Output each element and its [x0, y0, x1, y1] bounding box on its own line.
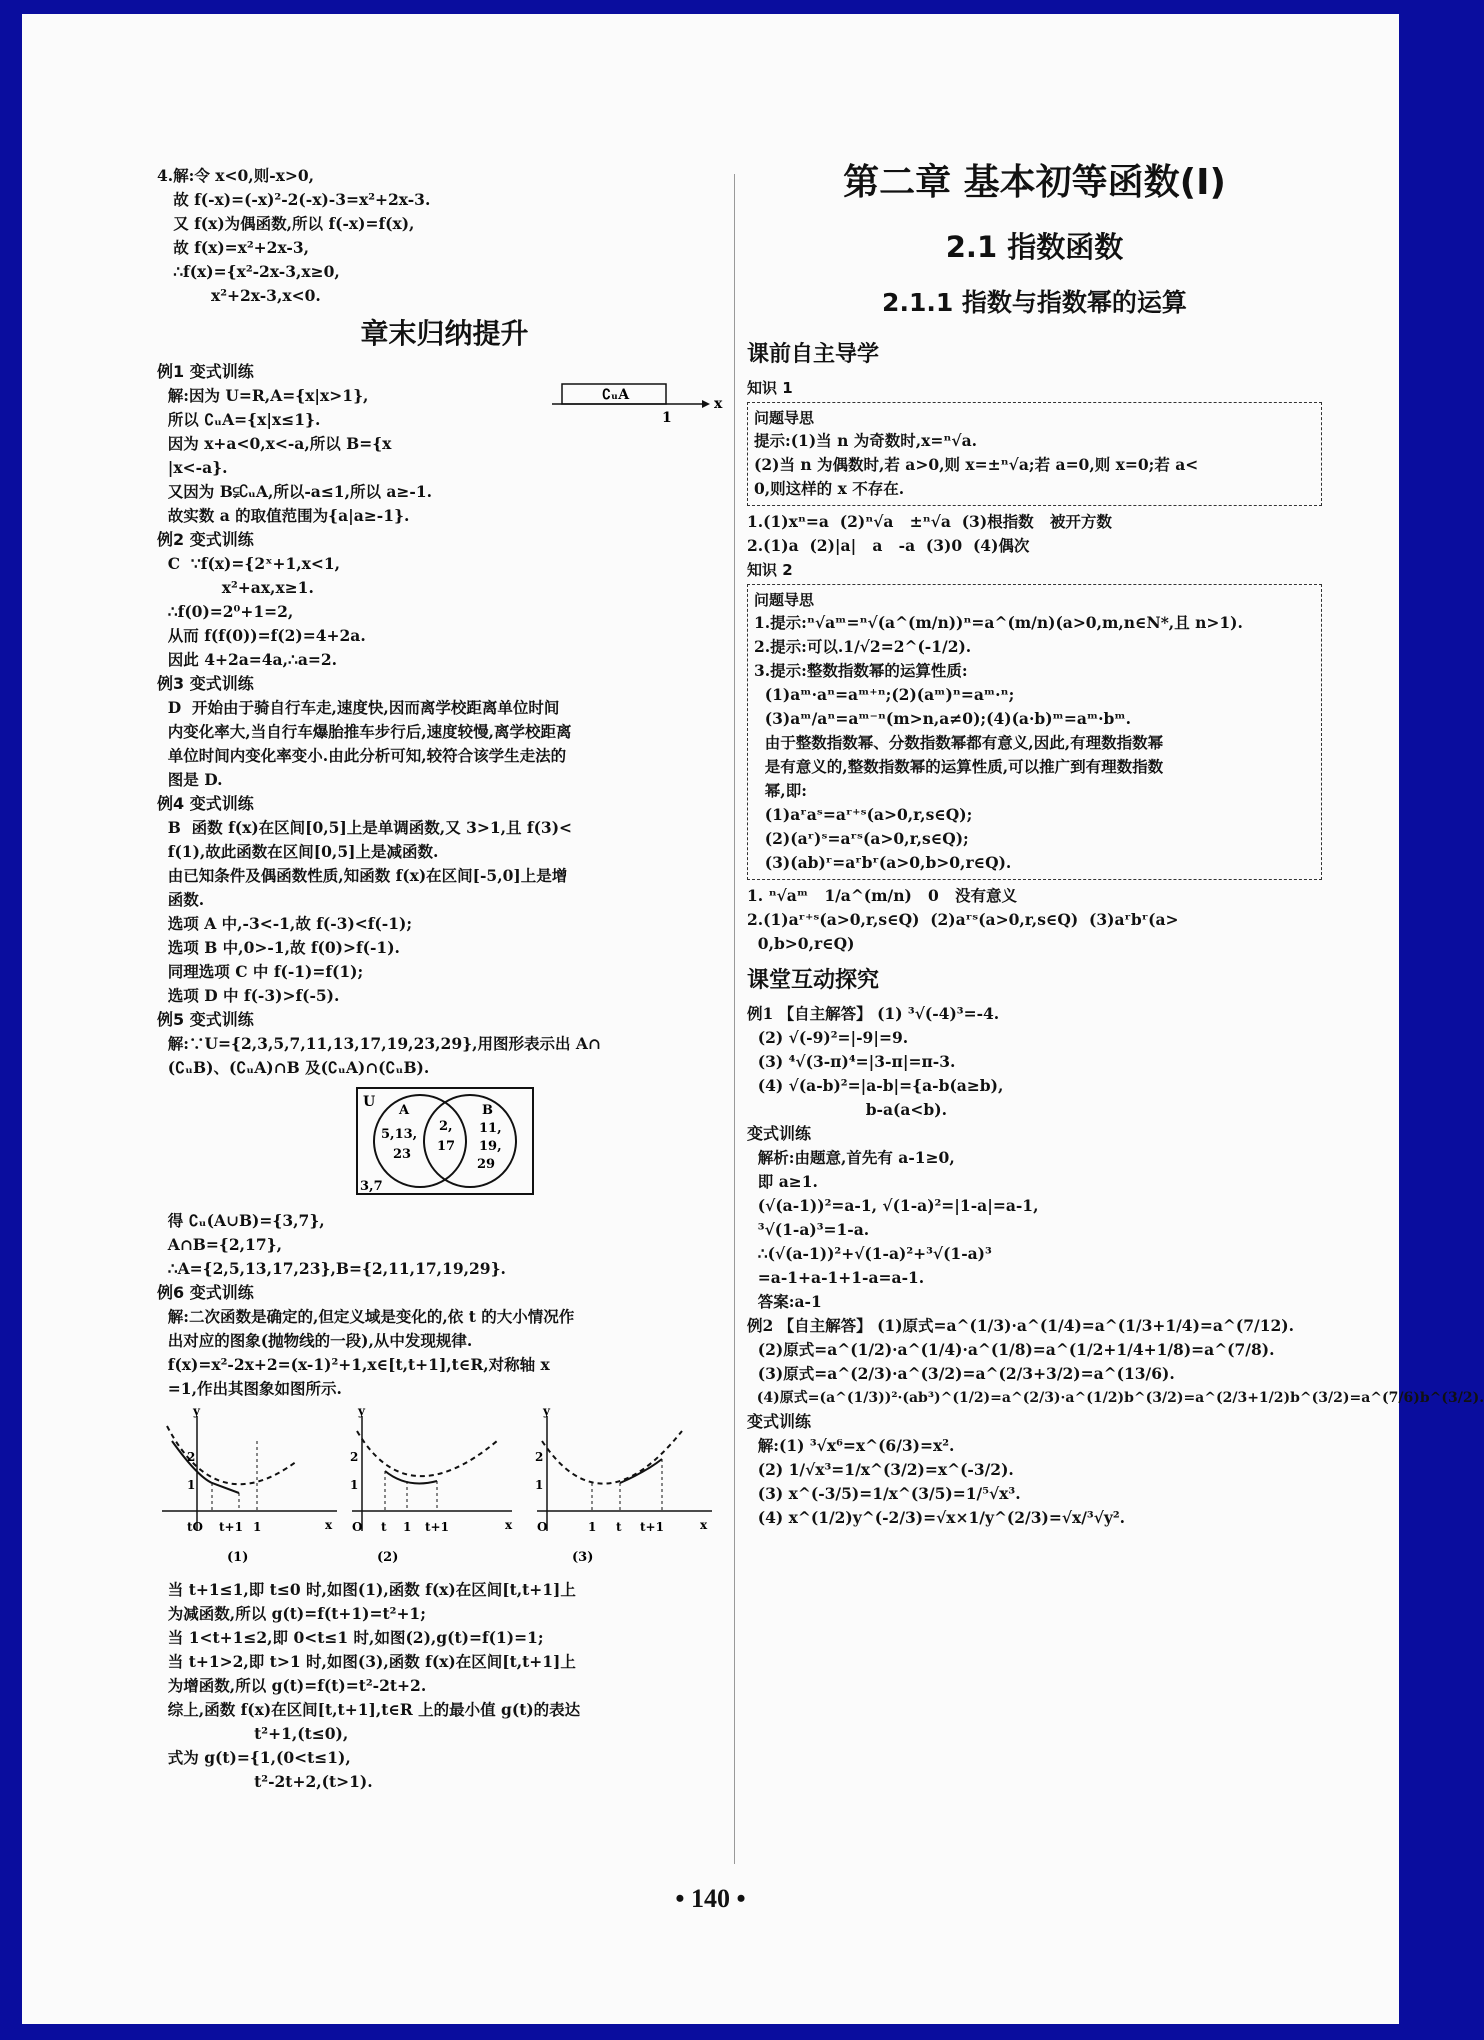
- right-variant-1: [747, 1122, 1322, 1314]
- text-line: 1.提示:ⁿ√aᵐ=ⁿ√(a^(m/n))ⁿ=a^(m/n)(a>0,m,n∈N*,且 n>1).: [754, 613, 1243, 632]
- text-line: 从而 f(f(0))=f(2)=4+2a.: [157, 626, 366, 645]
- text-line: t²+1,(t≤0),: [157, 1724, 349, 1743]
- venn-figure: [157, 1086, 732, 1203]
- text-line: (∁ᵤB)、(∁ᵤA)∩B 及(∁ᵤA)∩(∁ᵤB).: [157, 1058, 430, 1077]
- text-line: 是有意义的,整数指数幂的运算性质,可以推广到有理数指数: [754, 757, 1164, 776]
- knowledge-2: [747, 558, 1322, 956]
- text-line: (1)aʳaˢ=aʳ⁺ˢ(a>0,r,s∈Q);: [754, 805, 973, 824]
- example-heading: 例2 变式训练: [157, 530, 254, 549]
- text-line: (3)aᵐ/aⁿ=aᵐ⁻ⁿ(m>n,a≠0);(4)(a·b)ᵐ=aᵐ·bᵐ.: [754, 709, 1132, 728]
- text-line: (3)原式=a^(2/3)·a^(3/2)=a^(2/3+3/2)=a^(13/6).: [747, 1364, 1175, 1383]
- text-line: 当 t+1>2,即 t>1 时,如图(3),函数 f(x)在区间[t,t+1]上: [157, 1652, 576, 1671]
- venn-a-only: 5,13,: [380, 1127, 417, 1142]
- svg-text:O: O: [352, 1520, 363, 1534]
- venn-b-label: B: [481, 1103, 493, 1118]
- example-heading: 例3 变式训练: [157, 674, 254, 693]
- venn-a-label: A: [398, 1103, 409, 1118]
- text-line: (4)原式=(a^(1/3))²·(ab³)^(1/2)=a^(2/3)·a^(1/2)b^(3/2)=a^(2/3+1/2)b^(3/2)=a^(7/6)b^(3/2).: [747, 1390, 1484, 1406]
- svg-text:t+1: t+1: [640, 1520, 664, 1534]
- document-page: [22, 14, 1484, 2024]
- venn-b-only: 11,: [478, 1121, 502, 1136]
- graph-caption: (2): [377, 1550, 399, 1565]
- text-line: f(1),故此函数在区间[0,5]上是减函数.: [157, 842, 439, 861]
- parabola-graphs: [157, 1401, 717, 1571]
- text-line: ∴A={2,5,13,17,23},B={2,11,17,19,29}.: [157, 1259, 506, 1278]
- text-line: b-a(a<b).: [747, 1100, 947, 1119]
- svg-text:t: t: [616, 1520, 622, 1534]
- text-line: 4.解:令 x<0,则-x>0,: [157, 166, 315, 185]
- text-line: 解:(1) ³√x⁶=x^(6/3)=x².: [747, 1436, 955, 1455]
- text-line: 出对应的图象(抛物线的一段),从中发现规律.: [157, 1331, 473, 1350]
- text-line: 函数.: [157, 890, 205, 909]
- svg-text:x: x: [325, 1518, 333, 1532]
- svg-text:x: x: [700, 1518, 708, 1532]
- text-line: 1. ⁿ√aᵐ 1/a^(m/n) 0 没有意义: [747, 886, 1017, 905]
- right-variant-2: [747, 1410, 1322, 1530]
- left-column: [157, 164, 732, 1794]
- example-heading: 例5 变式训练: [157, 1010, 254, 1029]
- text-line: ∴f(x)={x²-2x-3,x≥0,: [157, 262, 340, 281]
- box-title: 问题导思: [754, 591, 815, 609]
- text-line: 故 f(x)=x²+2x-3,: [157, 238, 310, 257]
- text-line: 所以 ∁ᵤA={x|x≤1}.: [157, 410, 321, 429]
- text-line: 提示:(1)当 n 为奇数时,x=ⁿ√a.: [754, 431, 978, 450]
- svg-text:2: 2: [350, 1450, 359, 1464]
- column-divider: [734, 174, 735, 1864]
- svg-text:x: x: [505, 1518, 513, 1532]
- text-line: |x<-a}.: [157, 458, 228, 477]
- text-line: 0,b>0,r∈Q): [747, 934, 855, 953]
- text-line: ³√(1-a)³=1-a.: [747, 1220, 870, 1239]
- example-3: [157, 672, 732, 792]
- text-line: (2) √(-9)²=|-9|=9.: [747, 1028, 909, 1047]
- text-line: 幂,即:: [754, 781, 807, 800]
- text-line: 因此 4+2a=4a,∴a=2.: [157, 650, 338, 669]
- svg-text:1: 1: [403, 1520, 412, 1534]
- svg-text:y: y: [543, 1404, 550, 1418]
- text-line: 又 f(x)为偶函数,所以 f(-x)=f(x),: [157, 214, 415, 233]
- text-line: =1,作出其图象如图所示.: [157, 1379, 342, 1398]
- text-line: x²+2x-3,x<0.: [157, 286, 321, 305]
- text-line: 内变化率大,当自行车爆胎推车步行后,速度较慢,离学校距离: [157, 722, 572, 741]
- text-line: 解:二次函数是确定的,但定义域是变化的,依 t 的大小情况作: [157, 1307, 575, 1326]
- chapter-title: 第二章 基本初等函数(Ⅰ): [843, 162, 1226, 203]
- text-line: 2.提示:可以.1/√2=2^(-1/2).: [754, 637, 972, 656]
- text-line: 3.提示:整数指数幂的运算性质:: [754, 661, 968, 680]
- venn-diagram: [355, 1086, 535, 1196]
- example-heading: 例1 变式训练: [157, 362, 254, 381]
- venn-u-label: U: [362, 1094, 375, 1110]
- example-2: [157, 528, 732, 672]
- text-line: 得 ∁ᵤ(A∪B)={3,7},: [157, 1211, 325, 1230]
- text-line: 解析:由题意,首先有 a-1≥0,: [747, 1148, 955, 1167]
- text-line: 答案:a-1: [747, 1292, 822, 1311]
- example-heading: 例6 变式训练: [157, 1283, 254, 1302]
- text-line: 选项 D 中 f(-3)>f(-5).: [157, 986, 340, 1005]
- knowledge-label: 知识 2: [747, 561, 793, 579]
- graph-caption: (3): [572, 1550, 594, 1565]
- text-line: 图是 D.: [157, 770, 223, 789]
- page-number: • 140 •: [675, 1884, 746, 1913]
- text-line: (2) 1/√x³=1/x^(3/2)=x^(-3/2).: [747, 1460, 1014, 1479]
- text-line: ∴f(0)=2⁰+1=2,: [157, 602, 294, 621]
- question-box: [747, 402, 1322, 506]
- text-line: 当 t+1≤1,即 t≤0 时,如图(1),函数 f(x)在区间[t,t+1]上: [157, 1580, 576, 1599]
- text-line: 解:∵U={2,3,5,7,11,13,17,19,23,29},用图形表示出 A∩: [157, 1034, 601, 1053]
- example-4: [157, 792, 732, 1008]
- svg-text:y: y: [193, 1404, 200, 1418]
- text-line: (2)原式=a^(1/2)·a^(1/4)·a^(1/8)=a^(1/2+1/4+1/8)=a^(7/8).: [747, 1340, 1275, 1359]
- example-heading: 例4 变式训练: [157, 794, 254, 813]
- example-heading: 变式训练: [747, 1412, 812, 1431]
- svg-text:O: O: [537, 1520, 548, 1534]
- text-line: f(x)=x²-2x+2=(x-1)²+1,x∈[t,t+1],t∈R,对称轴 x: [157, 1355, 550, 1374]
- text-line: 由于整数指数幂、分数指数幂都有意义,因此,有理数指数幂: [754, 733, 1164, 752]
- text-line: (2)当 n 为偶数时,若 a>0,则 x=±ⁿ√a;若 a=0,则 x=0;若 a<: [754, 455, 1199, 474]
- text-line: 故 f(-x)=(-x)²-2(-x)-3=x²+2x-3.: [157, 190, 431, 209]
- text-line: 为减函数,所以 g(t)=f(t+1)=t²+1;: [157, 1604, 426, 1623]
- example-5: [157, 1008, 732, 1281]
- text-line: =a-1+a-1+1-a=a-1.: [747, 1268, 925, 1287]
- venn-intersection: 17: [436, 1139, 455, 1154]
- subsection-title: 2.1.1 指数与指数幂的运算: [882, 288, 1187, 317]
- example-1: [157, 360, 732, 528]
- complement-number-line: [552, 380, 732, 430]
- box-title: 问题导思: [754, 409, 815, 427]
- text-line: 综上,函数 f(x)在区间[t,t+1],t∈R 上的最小值 g(t)的表达: [157, 1700, 581, 1719]
- axis-label: x: [714, 396, 723, 412]
- text-line: B 函数 f(x)在区间[0,5]上是单调函数,又 3>1,且 f(3)<: [157, 818, 573, 837]
- section-title: 2.1 指数函数: [945, 230, 1124, 264]
- text-line: 选项 B 中,0>-1,故 f(0)>f(-1).: [157, 938, 400, 957]
- text-line: C ∵f(x)={2ˣ+1,x<1,: [157, 554, 341, 573]
- text-line: (3) ⁴√(3-π)⁴=|3-π|=π-3.: [747, 1052, 956, 1071]
- right-example-1: [747, 1002, 1322, 1122]
- text-line: (√(a-1))²=a-1, √(1-a)²=|1-a|=a-1,: [747, 1196, 1039, 1215]
- venn-b-only: 29: [476, 1157, 495, 1172]
- answer-4: [157, 164, 732, 308]
- text-line: ∴(√(a-1))²+√(1-a)²+³√(1-a)³: [747, 1244, 992, 1263]
- text-line: (4) x^(1/2)y^(-2/3)=√x×1/y^(2/3)=√x/³√y².: [747, 1508, 1126, 1527]
- text-line: D 开始由于骑自行车走,速度快,因而离学校距离单位时间: [157, 698, 560, 717]
- example-6: [157, 1281, 732, 1794]
- question-box: [747, 584, 1322, 880]
- text-line: 当 1<t+1≤2,即 0<t≤1 时,如图(2),g(t)=f(1)=1;: [157, 1628, 544, 1647]
- text-line: 同理选项 C 中 f(-1)=f(1);: [157, 962, 364, 981]
- svg-text:t+1: t+1: [425, 1520, 449, 1534]
- svg-text:1: 1: [350, 1478, 359, 1492]
- preview-title: 课前自主导学: [747, 342, 880, 367]
- venn-intersection: 2,: [438, 1119, 453, 1134]
- text-line: 由已知条件及偶函数性质,知函数 f(x)在区间[-5,0]上是增: [157, 866, 568, 885]
- class-title: 课堂互动探究: [747, 968, 880, 993]
- text-line: 为增函数,所以 g(t)=f(t)=t²-2t+2.: [157, 1676, 427, 1695]
- text-line: A∩B={2,17},: [157, 1235, 282, 1254]
- text-line: 即 a≥1.: [747, 1172, 818, 1191]
- right-example-2: [747, 1314, 1484, 1410]
- review-title: 章末归纳提升: [360, 317, 529, 350]
- text-line: 故实数 a 的取值范围为{a|a≥-1}.: [157, 506, 410, 525]
- text-line: (3) x^(-3/5)=1/x^(3/5)=1/⁵√x³.: [747, 1484, 1021, 1503]
- text-line: 式为 g(t)={1,(0<t≤1),: [157, 1748, 351, 1767]
- svg-text:tO: tO: [187, 1520, 203, 1534]
- text-line: 单位时间内变化率变小.由此分析可知,较符合该学生走法的: [157, 746, 567, 765]
- svg-text:2: 2: [187, 1450, 196, 1464]
- text-line: 2.(1)a (2)|a| a -a (3)0 (4)偶次: [747, 536, 1030, 555]
- text-line: (4) √(a-b)²=|a-b|={a-b(a≥b),: [747, 1076, 1004, 1095]
- text-line: x²+ax,x≥1.: [157, 578, 314, 597]
- text-line: 解:因为 U=R,A={x|x>1},: [157, 386, 369, 405]
- svg-text:t+1: t+1: [219, 1520, 243, 1534]
- knowledge-1: [747, 376, 1322, 558]
- text-line: 0,则这样的 x 不存在.: [754, 479, 905, 498]
- example-heading: 变式训练: [747, 1124, 812, 1143]
- text-line: 例2 【自主解答】 (1)原式=a^(1/3)·a^(1/4)=a^(1/3+1/4)=a^(7/12).: [747, 1316, 1295, 1335]
- venn-b-only: 19,: [478, 1139, 502, 1154]
- venn-a-only: 23: [392, 1147, 411, 1162]
- text-line: 因为 x+a<0,x<-a,所以 B={x: [157, 434, 392, 453]
- svg-text:y: y: [358, 1404, 365, 1418]
- text-line: 2.(1)aʳ⁺ˢ(a>0,r,s∈Q) (2)aʳˢ(a>0,r,s∈Q) (3)aʳbʳ(a>: [747, 910, 1179, 929]
- svg-text:t: t: [381, 1520, 387, 1534]
- venn-outside: 3,7: [359, 1179, 383, 1194]
- text-line: 又因为 B⫋∁ᵤA,所以-a≤1,所以 a≥-1.: [157, 482, 433, 501]
- text-line: (3)(ab)ʳ=aʳbʳ(a>0,b>0,r∈Q).: [754, 853, 1012, 872]
- svg-text:1: 1: [535, 1478, 544, 1492]
- text-line: 1.(1)xⁿ=a (2)ⁿ√a ±ⁿ√a (3)根指数 被开方数: [747, 512, 1112, 531]
- complement-label: ∁ᵤA: [602, 387, 630, 403]
- svg-text:2: 2: [535, 1450, 544, 1464]
- svg-text:1: 1: [187, 1478, 196, 1492]
- svg-text:1: 1: [253, 1520, 262, 1534]
- text-line: (2)(aʳ)ˢ=aʳˢ(a>0,r,s∈Q);: [754, 829, 969, 848]
- text-line: (1)aᵐ·aⁿ=aᵐ⁺ⁿ;(2)(aᵐ)ⁿ=aᵐ·ⁿ;: [754, 685, 1015, 704]
- right-column: [747, 142, 1484, 1530]
- tick-label: 1: [662, 410, 672, 426]
- text-line: 例1 【自主解答】 (1) ³√(-4)³=-4.: [747, 1004, 1000, 1023]
- svg-text:1: 1: [588, 1520, 597, 1534]
- knowledge-label: 知识 1: [747, 379, 793, 397]
- text-line: 选项 A 中,-3<-1,故 f(-3)<f(-1);: [157, 914, 413, 933]
- text-line: t²-2t+2,(t>1).: [157, 1772, 373, 1791]
- graph-caption: (1): [227, 1550, 249, 1565]
